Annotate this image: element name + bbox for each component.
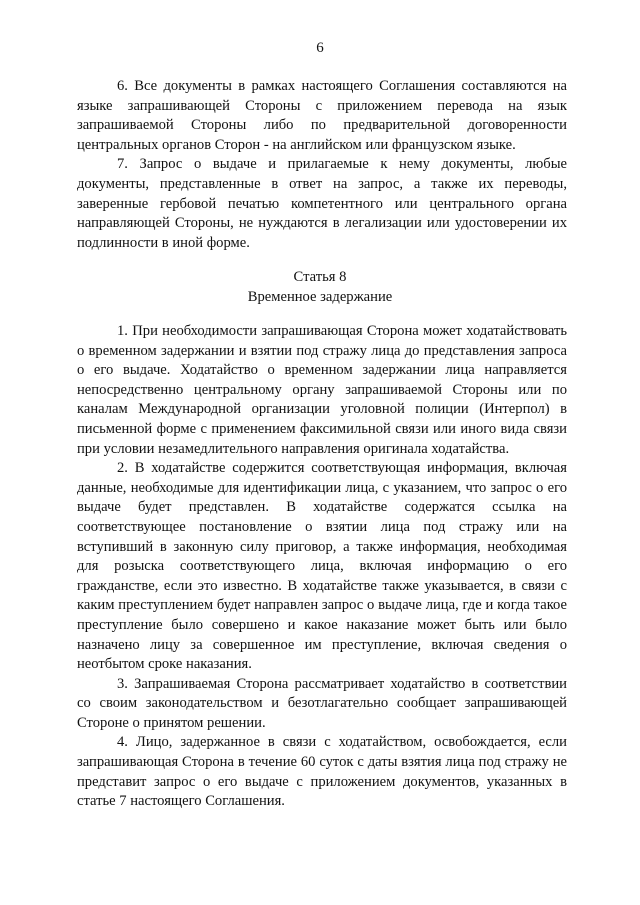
paragraph-6: 6. Все документы в рамках настоящего Соглашения составляются на языке запрашивающей Стороны с приложением перевода на язык запрашиваемой Стороны либо по предварительной договоренности центральных органов Сторон - на английском или французском языке. xyxy=(77,78,567,153)
page-number: 6 xyxy=(316,40,324,56)
article-paragraphs xyxy=(77,322,567,812)
article-number: Статья 8 xyxy=(293,269,347,285)
article-paragraph-4: 4. Лицо, задержанное в связи с ходатайством, освобождается, если запрашивающая Сторона в течение 60 суток с даты взятия лица под стражу не представит запрос о его выдаче с приложением документов, указанных в статье 7 настоящего Соглашения. xyxy=(77,734,567,810)
article-paragraph-1: 1. При необходимости запрашивающая Сторона может ходатайствовать о временном задержании и взятии под стражу лица до представления запроса о его выдаче. Ходатайство о временном задержании лица направляется непосредственно центральному органу запрашиваемой Стороны или по каналам Международной организации уголовной полиции (Интерпол) в письменной форме с применением факсимильной связи или иного вида связи при условии незамедлительного направления оригинала ходатайства. xyxy=(77,323,567,457)
article-paragraph-3: 3. Запрашиваемая Сторона рассматривает ходатайство в соответствии со своим законодательством и безотлагательно сообщает запрашивающей Стороне о принятом решении. xyxy=(77,675,567,731)
paragraph-7: 7. Запрос о выдаче и прилагаемые к нему документы, любые документы, представленные в ответ на запрос, а также их переводы, заверенные гербовой печатью компетентного или центрального органа направляющей Стороны, не нуждаются в легализации или удостоверении их подлинности в иной форме. xyxy=(77,156,567,251)
article-heading xyxy=(0,268,640,307)
top-paragraphs xyxy=(77,77,567,253)
article-title: Временное задержание xyxy=(247,288,393,305)
article-paragraph-2: 2. В ходатайстве содержится соответствующая информация, включая данные, необходимые для идентификации лица, с указанием, что запрос о его выдаче будет представлен. В ходатайстве содержатся ссылка на соответствующее постановление о взятии лица под стражу или на вступивший в законную силу приговор, а также информация, необходимая для розыска соответствующего лица, включая информацию о его гражданстве, если это известно. В ходатайстве также указывается, в связи с каким преступлением будет направлен запрос о выдаче лица, где и когда такое преступление было совершено и какое наказание может быть или было назначено лицу за совершенное им преступление, включая сведения о неотбытом сроке наказания. xyxy=(77,460,567,673)
